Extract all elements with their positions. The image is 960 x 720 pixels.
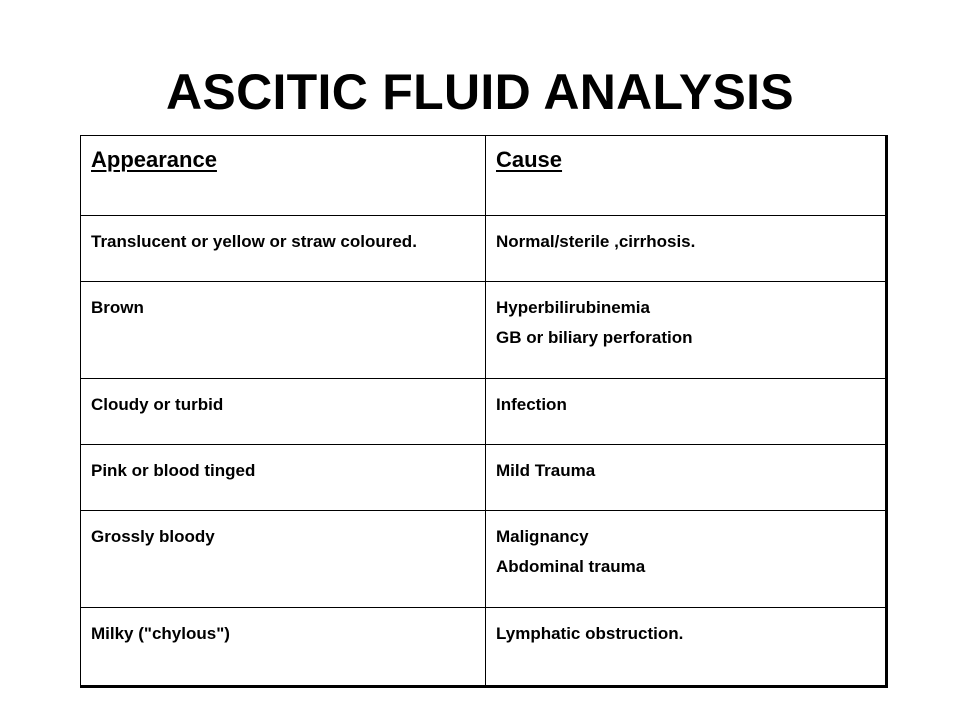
table-row — [81, 608, 886, 686]
analysis-table-container — [80, 135, 888, 688]
cause-cell — [486, 216, 886, 282]
cause-line: Normal/sterile ,cirrhosis. — [496, 232, 696, 251]
cause-cell — [486, 282, 886, 379]
column-header-appearance — [81, 136, 486, 216]
appearance-cell: Pink or blood tinged — [81, 445, 486, 511]
appearance-cell: Milky ("chylous") — [81, 608, 486, 686]
appearance-cell: Cloudy or turbid — [81, 379, 486, 445]
table-row — [81, 216, 886, 282]
appearance-cell: Translucent or yellow or straw coloured. — [81, 216, 486, 282]
table-row — [81, 379, 886, 445]
cause-line: Infection — [496, 395, 567, 414]
cause-line: Hyperbilirubinemia — [496, 298, 650, 317]
column-header-label: Cause — [496, 147, 563, 172]
table-row — [81, 282, 886, 379]
cause-line: Malignancy — [496, 527, 589, 546]
cause-cell — [486, 608, 886, 686]
cause-line: GB or biliary perforation — [496, 328, 693, 347]
cause-line: Lymphatic obstruction. — [496, 624, 684, 643]
appearance-cell: Grossly bloody — [81, 511, 486, 608]
table-row — [81, 445, 886, 511]
analysis-table — [80, 135, 886, 686]
table-row — [81, 511, 886, 608]
cause-line: Abdominal trauma — [496, 557, 646, 576]
page-title: ASCITIC FLUID ANALYSIS — [166, 64, 794, 120]
table-header-row — [81, 136, 886, 216]
column-header-cause — [486, 136, 886, 216]
column-header-label: Appearance — [91, 147, 217, 172]
cause-cell — [486, 445, 886, 511]
appearance-cell: Brown — [81, 282, 486, 379]
cause-cell — [486, 379, 886, 445]
cause-line: Mild Trauma — [496, 461, 596, 480]
cause-cell — [486, 511, 886, 608]
